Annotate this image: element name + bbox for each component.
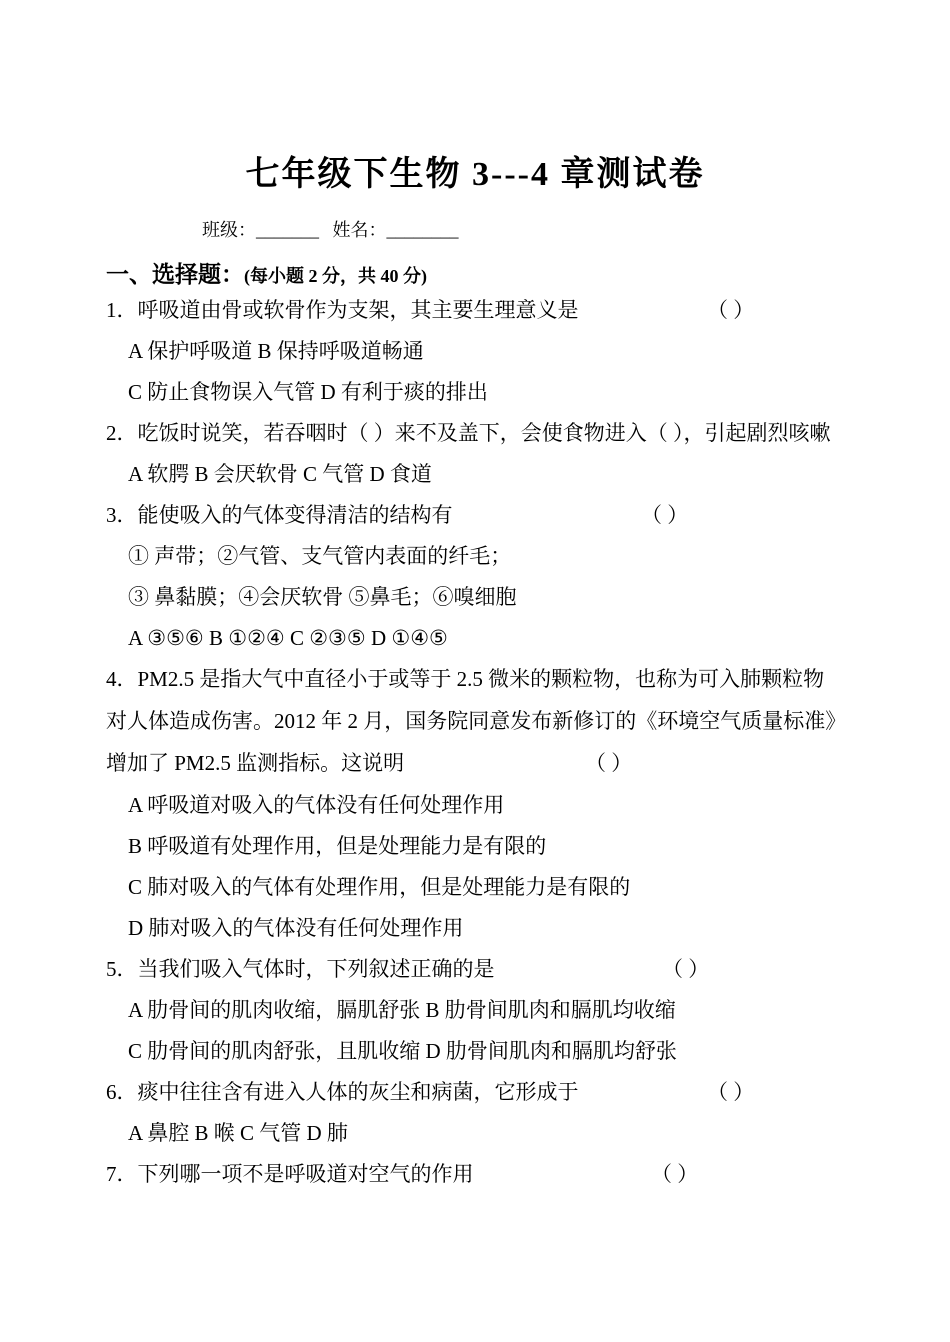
- section-heading: [106, 256, 427, 289]
- answer-paren-1: （ ）: [707, 298, 755, 322]
- question-4-option-c: C 肺对吸入的气体有处理作用，但是处理能力是有限的: [128, 875, 631, 899]
- question-4-option-d: D 肺对吸入的气体没有任何处理作用: [128, 916, 464, 940]
- question-4-option-a: A 呼吸道对吸入的气体没有任何处理作用: [128, 793, 505, 817]
- question-3-item-1: ① 声带；②气管、支气管内表面的纤毛；: [128, 544, 512, 568]
- question-4: 4．PM2.5 是指大气中直径小于或等于 2.5 微米的颗粒物，也称为可入肺颗粒物: [106, 667, 825, 691]
- section-title: 一、选择题：: [106, 262, 244, 287]
- question-1-options-ab: A 保护呼吸道 B 保持呼吸道畅通: [128, 339, 424, 363]
- section-note: (每小题 2 分，共 40 分): [244, 266, 427, 286]
- answer-paren-7: （ ）: [651, 1162, 699, 1186]
- question-3-item-2: ③ 鼻黏膜；④会厌软骨 ⑤鼻毛；⑥嗅细胞: [128, 585, 517, 609]
- question-7: 7．下列哪一项不是呼吸道对空气的作用: [106, 1162, 474, 1186]
- question-4-cont-1: 对人体造成伤害。2012 年 2 月，国务院同意发布新修订的《环境空气质量标准》: [106, 709, 847, 733]
- question-3: 3．能使吸入的气体变得清洁的结构有: [106, 503, 453, 527]
- question-5-options-ab: A 肋骨间的肌肉收缩，膈肌舒张 B 肋骨间肌肉和膈肌均收缩: [128, 998, 676, 1022]
- question-5-options-cd: C 肋骨间的肌肉舒张，且肌收缩 D 肋骨间肌肉和膈肌均舒张: [128, 1039, 677, 1063]
- question-4-option-b: B 呼吸道有处理作用，但是处理能力是有限的: [128, 834, 547, 858]
- name-field-label: 姓名：________: [332, 220, 459, 240]
- answer-paren-3: （ ）: [641, 503, 689, 527]
- class-field-label: 班级：_______: [202, 220, 319, 240]
- answer-paren-6: （ ）: [707, 1080, 755, 1104]
- question-6: 6．痰中往往含有进入人体的灰尘和病菌，它形成于: [106, 1080, 579, 1104]
- question-6-options: A 鼻腔 B 喉 C 气管 D 肺: [128, 1121, 348, 1145]
- question-5: 5．当我们吸入气体时，下列叙述正确的是: [106, 957, 495, 981]
- question-3-options: A ③⑤⑥ B ①②④ C ②③⑤ D ①④⑤: [128, 626, 448, 650]
- question-2: 2．吃饭时说笑，若吞咽时（ ）来不及盖下，会使食物进入（ ），引起剧烈咳嗽: [106, 421, 831, 445]
- student-info: [202, 216, 459, 242]
- page-title: 七年级下生物 3---4 章测试卷: [245, 156, 705, 193]
- answer-paren-5: （ ）: [662, 957, 710, 981]
- question-1: 1．呼吸道由骨或软骨作为支架，其主要生理意义是: [106, 298, 579, 322]
- question-2-options: A 软腭 B 会厌软骨 C 气管 D 食道: [128, 462, 432, 486]
- question-4-cont-2: 增加了 PM2.5 监测指标。这说明: [106, 751, 405, 775]
- question-1-options-cd: C 防止食物误入气管 D 有利于痰的排出: [128, 380, 488, 404]
- answer-paren-4: （ ）: [585, 751, 633, 775]
